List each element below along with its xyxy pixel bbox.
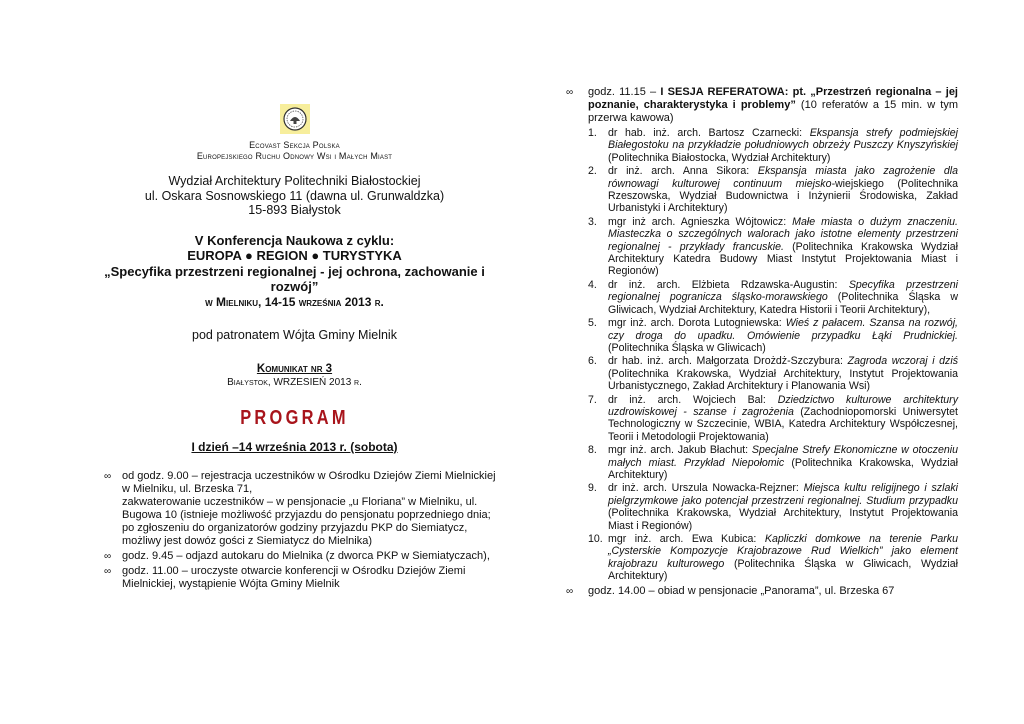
talk-author: mgr inż. arch. Dorota Lutogniewska: <box>608 317 786 330</box>
list-item-text: godz. 9.45 – odjazd autokaru do Mielnika (z dworca PKP w Siemiatyczach), <box>122 550 490 562</box>
talk-number: 2. <box>588 165 597 178</box>
talk-item <box>588 216 958 278</box>
talk-affiliation: (Politechnika Śląska w Gliwicach, Wydział Architektury, Katedra Historii i Teorii Architektury), <box>608 291 958 316</box>
talk-number: 6. <box>588 355 597 368</box>
conference-line: w Mielniku, 14-15 września 2013 r. <box>205 294 384 309</box>
talk-item <box>588 355 958 392</box>
list-item-text: godz. 11.00 – uroczyste otwarcie konferencji w Ośrodku Dziejów Ziemi Mielnickiej, wystąpienie Wójta Gminy Mielnik <box>122 565 466 590</box>
infinity-bullet-icon: ∞ <box>566 87 574 98</box>
komunikat-place: Białystok, WRZESIEŃ 2013 r. <box>227 377 362 388</box>
talk-affiliation: (Politechnika Krakowska, Wydział Architektury, Instytut Projektowania Urbanistycznego, Zakład Architektury i Planowania Wsi) <box>608 367 958 393</box>
talk-title: Zagroda wczoraj i dziś <box>847 355 959 368</box>
talk-number: 8. <box>588 444 597 457</box>
conference-line: V Konferencja Naukowa z cyklu: <box>194 232 395 248</box>
talk-title: Ekspansja strefy podmiejskiej Białegostoku na przykładzie południowych obrzeży Puszczy Knyszyńskiej <box>608 127 958 152</box>
infinity-bullet-icon: ∞ <box>104 566 112 577</box>
day-schedule <box>92 470 497 591</box>
left-column <box>92 104 497 593</box>
talk-item <box>588 279 958 316</box>
talk-affiliation: (Politechnika Krakowska Wydział Architektury Katedra Budowy Miast Instytut Projektowania Miast i Regionów) <box>608 240 958 278</box>
talk-author: dr hab. inż. arch. Małgorzata Drożdż-Szczybura: <box>608 355 848 368</box>
faculty-address <box>92 174 497 218</box>
infinity-bullet-icon: ∞ <box>104 551 112 562</box>
logo-wrap <box>92 104 497 134</box>
patronage: pod patronatem Wójta Gminy Mielnik <box>192 328 397 342</box>
talk-number: 4. <box>588 278 597 291</box>
komunikat-title: Komunikat nr 3 <box>256 363 333 375</box>
list-item-subtext: zakwaterowanie uczestników – w pensjonacie „u Floriana” w Mielniku, ul. Bugowa 10 (istnieje możliwość przyjazdu do pensjonatu poprzedniego dnia; po zgłoszeniu do organizatorów godziny przyjazdu PKP do Siemiatycz, możliwy jest dowóz gości z Siemiatycz do Mielnika) <box>122 496 491 547</box>
talk-title: Małe miasta o dużym znaczeniu. Miasteczka o szczególnych walorach jako istotne elementy przestrzeni regionalnej - przykłady francuskie. <box>608 215 959 253</box>
talk-title: Ekspansja miasta jako zagrożenie dla równowagi kulturowej continuum miejsko- <box>608 165 959 190</box>
organization-name <box>92 140 497 162</box>
talk-item <box>588 533 958 583</box>
talk-title: Dziedzictwo kulturowe architektury uzdrowiskowej - szanse i zagrożenia <box>608 393 958 418</box>
talk-author: dr inż. arch. Elżbieta Rdzawska-Augustin: <box>608 278 849 291</box>
org-line-2: Europejskiego Ruchu Odnowy Wsi i Małych Miast <box>196 151 393 161</box>
talk-affiliation: (Politechnika Śląska w Gliwicach) <box>608 341 766 354</box>
lunch-item <box>566 585 958 598</box>
infinity-bullet-icon: ∞ <box>104 471 112 482</box>
talk-title: Kapliczki domkowe na terenie Parku „Cysterskie Kompozycje Krajobrazowe Rud Wielkich” jako element krajobrazu kulturowego <box>608 533 958 570</box>
conference-line: „Specyfika przestrzeni regionalnej - jej ochrona, zachowanie i rozwój” <box>104 263 485 294</box>
session-time: godz. 11.15 – <box>588 86 661 98</box>
list-item <box>92 550 497 563</box>
talk-affiliation: (Zachodniopomorski Uniwersytet Technologiczny w Szczecinie, WBIA, Katedra Architektury Współczesnej, Teorii i Metodologii Projektowania) <box>608 405 958 443</box>
talk-number: 9. <box>588 482 597 495</box>
talk-author: dr inż. arch. Anna Sikora: <box>608 165 758 178</box>
org-line-1: Ecovast Sekcja Polska <box>249 140 340 150</box>
talk-author: mgr inż arch. Agnieszka Wójtowicz: <box>608 215 793 228</box>
talk-affiliation: (Politechnika Białostocka, Wydział Architektury) <box>608 151 831 164</box>
ecovast-emblem-icon <box>280 104 310 134</box>
talk-affiliation: (Politechnika Krakowska, Wydział Architektury, Instytut Projektowania Miast i Regionów) <box>608 507 958 532</box>
talk-title: Specyfika przestrzeni regionalnej pogranicza śląsko-morawskiego <box>608 278 958 304</box>
talk-title: Miejsca kultu religijnego i szlaki pielgrzymkowe jako potencjał przestrzeni regionalnej. Studium przypadku <box>608 482 958 507</box>
address-line: ul. Oskara Sosnowskiego 11 (dawna ul. Grunwaldzka) <box>144 188 445 203</box>
talk-affiliation: wiejskiego (Politechnika Rzeszowska, Wydział Budownictwa i Inżynierii Środowiska, Zakład Urbanistyki i Architektury) <box>608 177 958 215</box>
conference-title <box>92 233 497 311</box>
session-item <box>566 86 958 125</box>
session-title: I SESJA REFERATOWA: pt. „Przestrzeń regionalna – jej poznanie, charakterystyka i problemy” <box>588 86 958 111</box>
day-title: I dzień –14 września 2013 r. (sobota) <box>191 440 398 454</box>
conference-line: EUROPA ● REGION ● TURYSTYKA <box>187 248 402 263</box>
talk-affiliation: (Politechnika Krakowska, Wydział Architektury) <box>608 456 958 481</box>
right-column <box>566 86 958 598</box>
talk-list <box>566 127 958 583</box>
talk-number: 7. <box>588 393 597 406</box>
talk-author: mgr inż. arch. Ewa Kubica: <box>608 533 765 545</box>
program-title: PROGRAM <box>240 407 349 429</box>
talk-author: dr inż. arch. Urszula Nowacka-Rejzner: <box>608 482 804 495</box>
list-item <box>92 470 497 548</box>
address-line: Wydział Architektury Politechniki Białostockiej <box>168 174 421 188</box>
talk-affiliation: (Politechnika Śląska w Gliwicach, Wydział Architektury) <box>608 557 959 583</box>
talk-item <box>588 482 958 532</box>
talk-author: mgr inż. arch. Jakub Błachut: <box>608 444 752 457</box>
talk-author: dr inż. arch. Wojciech Bal: <box>608 393 778 406</box>
talk-item <box>588 444 958 481</box>
address-line: 15-893 Białystok <box>248 203 341 217</box>
talk-number: 10. <box>588 533 603 545</box>
infinity-bullet-icon: ∞ <box>566 585 574 597</box>
talk-number: 5. <box>588 317 597 330</box>
lunch-text: godz. 14.00 – obiad w pensjonacie „Panorama”, ul. Brzeska 67 <box>588 584 895 597</box>
talk-item <box>588 394 958 444</box>
talk-number: 3. <box>588 215 597 228</box>
talk-item <box>588 317 958 354</box>
talk-number: 1. <box>588 127 597 139</box>
session-note: (10 referatów a 15 min. w tym przerwa kawowa) <box>588 99 958 124</box>
talk-title: Specjalne Strefy Ekonomiczne w otoczeniu małych miast. Przykład Niepołomic <box>608 444 958 469</box>
list-item <box>92 565 497 591</box>
talk-author: dr hab. inż. arch. Bartosz Czarnecki: <box>608 127 810 139</box>
talk-title: Wieś z pałacem. Szansa na rozwój, czy droga do upadku. Omówienie przypadku Łąki Prudnickiej. <box>608 317 958 342</box>
komunikat <box>92 363 497 389</box>
talk-item <box>588 165 958 215</box>
list-item-text: od godz. 9.00 – rejestracja uczestników w Ośrodku Dziejów Ziemi Mielnickiej w Mielniku, ul. Brzeska 71, <box>122 470 496 495</box>
talk-item <box>588 127 958 164</box>
